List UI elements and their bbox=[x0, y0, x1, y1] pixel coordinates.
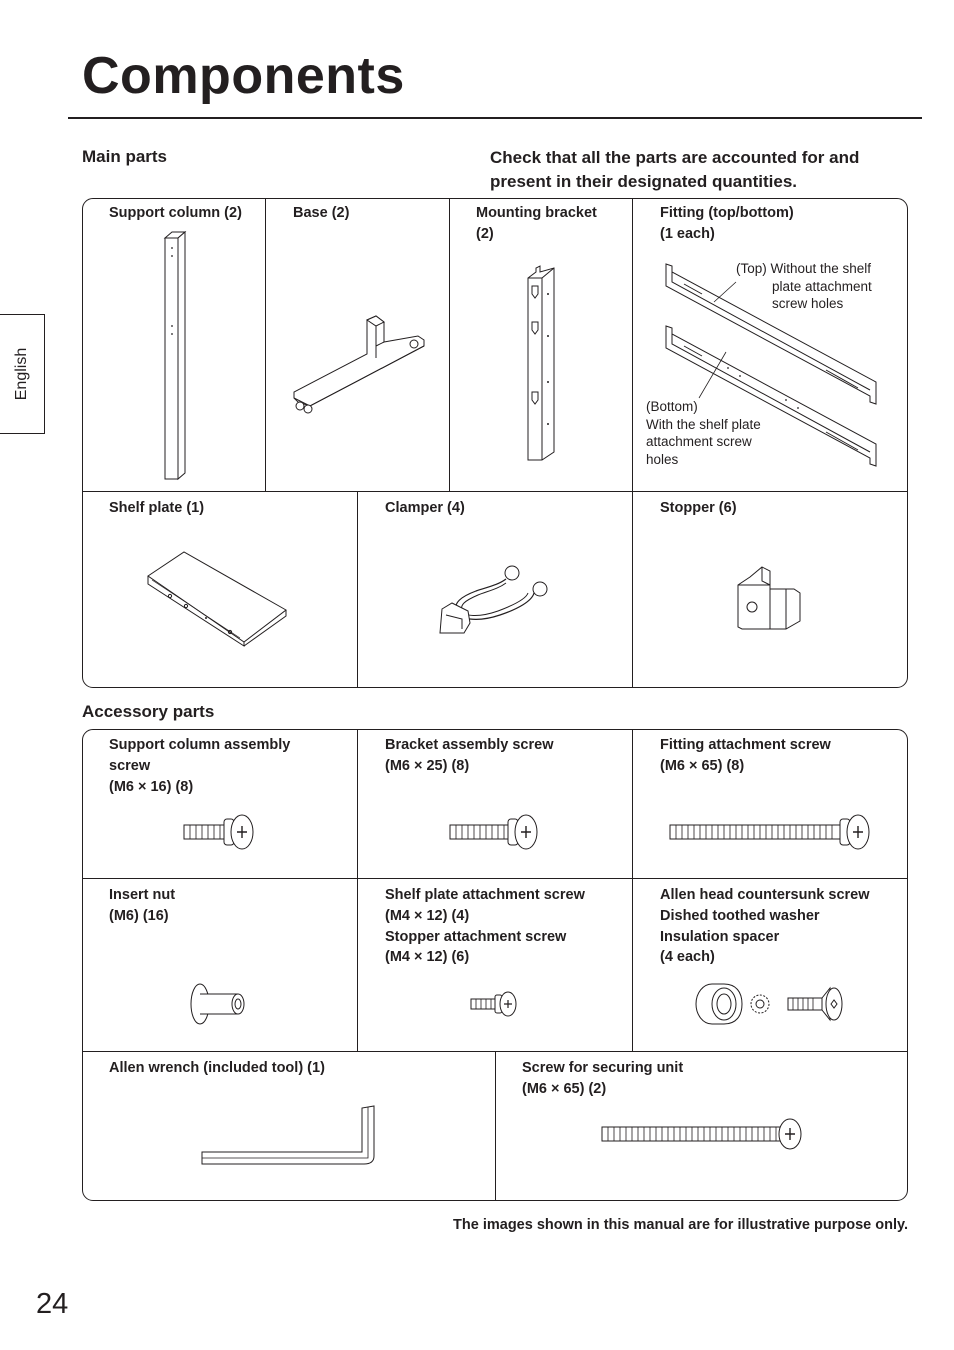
bracket-screw-label: Bracket assembly screw (M6 × 25) (8) bbox=[385, 737, 554, 774]
stopper-label: Stopper (6) bbox=[660, 500, 737, 516]
insert-nut-icon bbox=[188, 982, 250, 1026]
support-column-label: Support column (2) bbox=[109, 205, 242, 221]
main-parts-heading: Main parts bbox=[82, 147, 168, 166]
check-note: Check that all the parts are accounted for and present in their designated quantities. bbox=[490, 148, 860, 191]
title-rule bbox=[68, 117, 922, 119]
shelf-stopper-screw-label: Shelf plate attachment screw (M4 × 12) (4) Stopper attachment screw (M4 × 12) (6) bbox=[385, 887, 585, 966]
clamper-label: Clamper (4) bbox=[385, 500, 465, 516]
row-divider bbox=[82, 491, 908, 492]
screw-icon bbox=[600, 1117, 806, 1151]
col-divider bbox=[357, 491, 358, 688]
language-tab bbox=[0, 314, 45, 434]
screw-icon bbox=[469, 991, 519, 1017]
base-label: Base (2) bbox=[293, 205, 350, 221]
allen-set-label: Allen head countersunk screw Dished toothed washer Insulation spacer (4 each) bbox=[660, 887, 870, 966]
allen-wrench-label: Allen wrench (included tool) (1) bbox=[109, 1060, 325, 1076]
allen-wrench-icon bbox=[198, 1102, 380, 1166]
insert-nut-label: Insert nut (M6) (16) bbox=[109, 887, 176, 924]
screw-icon bbox=[668, 813, 872, 851]
fitting-label: Fitting (top/bottom) (1 each) bbox=[660, 205, 794, 242]
col-divider bbox=[449, 198, 450, 491]
screw-icon bbox=[182, 813, 256, 851]
fitting-screw-label: Fitting attachment screw (M6 × 65) (8) bbox=[660, 737, 831, 774]
mounting-bracket-icon bbox=[522, 264, 562, 464]
page-title: Components bbox=[82, 47, 405, 105]
row-divider bbox=[82, 878, 908, 879]
col-divider bbox=[495, 1051, 496, 1201]
support-column-icon bbox=[160, 228, 190, 484]
base-icon bbox=[290, 314, 430, 418]
screw-icon bbox=[448, 813, 540, 851]
securing-screw-label: Screw for securing unit (M6 × 65) (2) bbox=[522, 1060, 684, 1097]
fitting-top-callout: (Top) Without the shelf plate attachment screw holes bbox=[736, 261, 872, 311]
allen-set-icon bbox=[692, 982, 848, 1026]
page-number: 24 bbox=[36, 1288, 69, 1320]
fitting-bottom-callout: (Bottom) With the shelf plate attachment screw holes bbox=[646, 399, 761, 467]
shelf-plate-icon bbox=[144, 550, 292, 648]
support-column-screw-label: Support column assembly screw (M6 × 16) (8) bbox=[109, 737, 291, 795]
clamper-icon bbox=[436, 563, 552, 641]
shelf-plate-label: Shelf plate (1) bbox=[109, 500, 205, 516]
col-divider bbox=[357, 729, 358, 1051]
col-divider bbox=[632, 198, 633, 688]
footnote: The images shown in this manual are for illustrative purpose only. bbox=[453, 1217, 908, 1233]
accessory-parts-heading: Accessory parts bbox=[82, 702, 215, 721]
stopper-icon bbox=[734, 563, 804, 631]
col-divider bbox=[632, 729, 633, 1051]
language-label: English bbox=[13, 347, 30, 401]
col-divider bbox=[265, 198, 266, 491]
mounting-bracket-label: Mounting bracket (2) bbox=[476, 205, 597, 242]
